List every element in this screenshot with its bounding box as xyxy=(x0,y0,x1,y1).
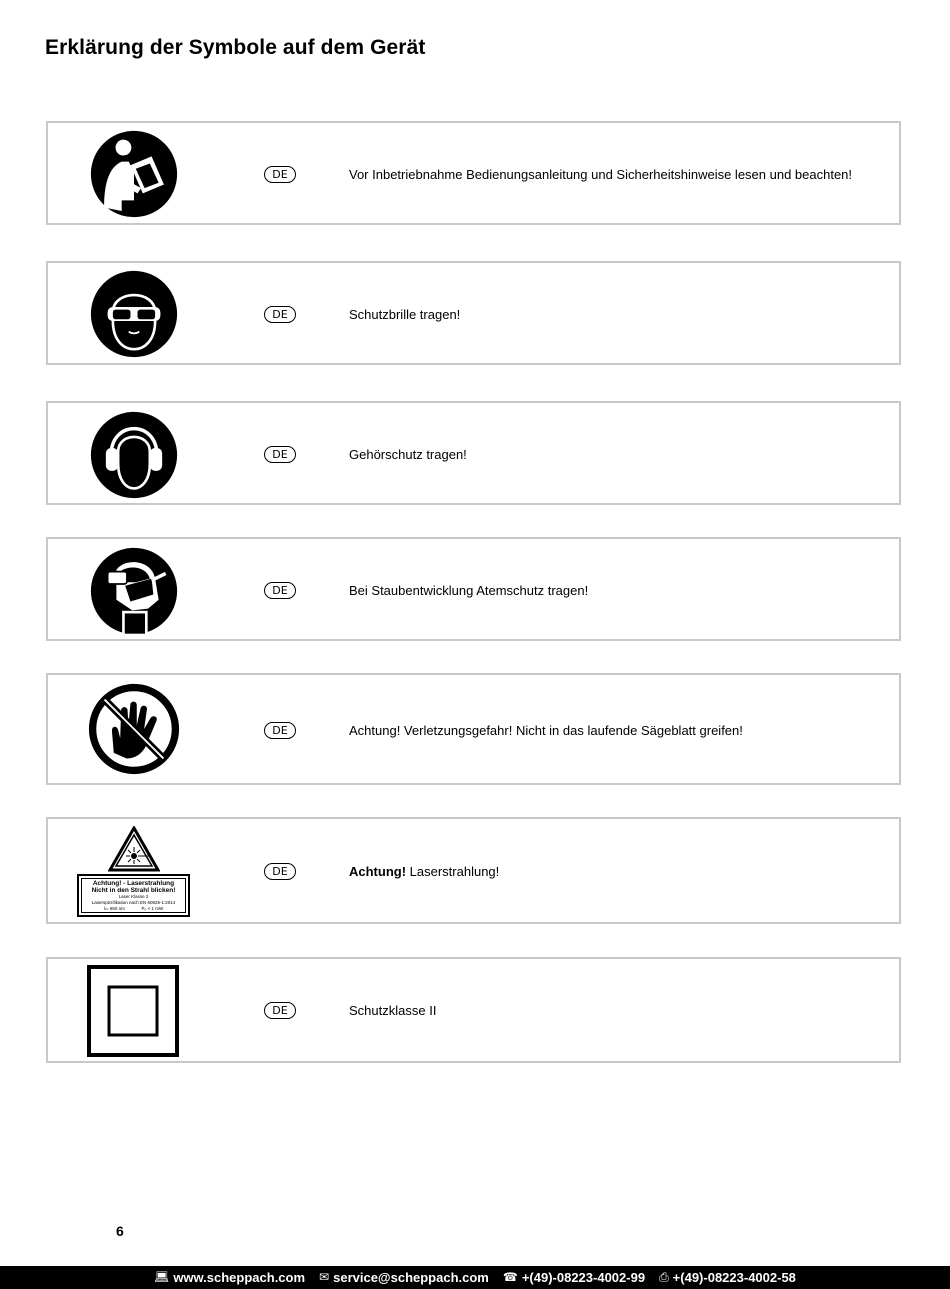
symbol-description: Bei Staubentwicklung Atemschutz tragen! xyxy=(349,583,589,598)
symbol-row-read-manual xyxy=(46,121,901,225)
footer-fax[interactable] xyxy=(659,1266,796,1289)
symbol-description xyxy=(349,864,499,880)
language-badge: DE xyxy=(264,863,296,880)
footer-phone-text: +(49)-08223-4002-99 xyxy=(521,1270,646,1285)
language-badge: DE xyxy=(264,1002,296,1019)
footer-website-text: www.scheppach.com xyxy=(173,1270,306,1285)
symbol-row-protection-class xyxy=(46,957,901,1063)
symbol-description-bold: Achtung! xyxy=(349,864,407,879)
phone-icon: ☎ xyxy=(502,1270,518,1284)
language-badge: DE xyxy=(264,306,296,323)
symbol-description: Achtung! Verletzungsgefahr! Nicht in das laufende Sägeblatt greifen! xyxy=(349,723,743,738)
symbol-description-rest: Laserstrahlung! xyxy=(406,864,500,879)
footer-bar xyxy=(0,1266,950,1289)
symbol-row-respirator xyxy=(46,537,901,641)
symbol-description: Vor Inbetriebnahme Bedienungsanleitung und Sicherheitshinweise lesen und beachten! xyxy=(349,167,853,182)
language-badge: DE xyxy=(264,446,296,463)
safety-goggles-icon xyxy=(90,270,178,358)
language-badge: DE xyxy=(264,582,296,599)
read-manual-icon xyxy=(90,130,178,218)
laser-label-plate xyxy=(77,874,190,917)
laptop-icon: 💻︎ xyxy=(154,1270,170,1284)
footer-email-text: service@scheppach.com xyxy=(333,1270,489,1285)
ear-protection-icon xyxy=(90,411,178,499)
protection-class-ii-icon xyxy=(87,965,179,1057)
language-badge: DE xyxy=(264,722,296,739)
symbol-row-laser xyxy=(46,817,901,924)
laser-label-line: Laserspezifikation nach EN 60825-1:2014 xyxy=(91,900,176,905)
page-number: 6 xyxy=(116,1223,124,1239)
footer-phone[interactable] xyxy=(503,1266,645,1289)
footer-website[interactable] xyxy=(154,1266,305,1289)
page-title: Erklärung der Symbole auf dem Gerät xyxy=(45,36,426,59)
respirator-icon xyxy=(90,547,178,635)
laser-label-wavelength: λ= 650 nm xyxy=(103,906,125,911)
footer-email[interactable] xyxy=(319,1266,489,1289)
symbol-description: Schutzbrille tragen! xyxy=(349,307,461,322)
symbol-description: Gehörschutz tragen! xyxy=(349,447,467,462)
no-hand-icon xyxy=(88,683,180,775)
envelope-icon: ✉ xyxy=(319,1270,330,1284)
laser-warning-icon xyxy=(108,826,160,872)
footer-fax-text: +(49)-08223-4002-58 xyxy=(672,1270,796,1285)
symbol-description: Schutzklasse II xyxy=(349,1003,437,1018)
language-badge: DE xyxy=(264,166,296,183)
symbol-row-safety-goggles xyxy=(46,261,901,365)
symbol-row-no-hand xyxy=(46,673,901,785)
laser-label-line: Laser Klasse 2 xyxy=(118,894,149,899)
laser-label-power: P₀ < 1 mW xyxy=(141,906,164,911)
laser-label-line: Achtung! - Laserstrahlung xyxy=(92,880,175,887)
laser-label-line: Nicht in den Strahl blicken! xyxy=(91,887,176,894)
symbol-row-ear-protection xyxy=(46,401,901,505)
fax-icon: ⎙ xyxy=(659,1270,669,1284)
